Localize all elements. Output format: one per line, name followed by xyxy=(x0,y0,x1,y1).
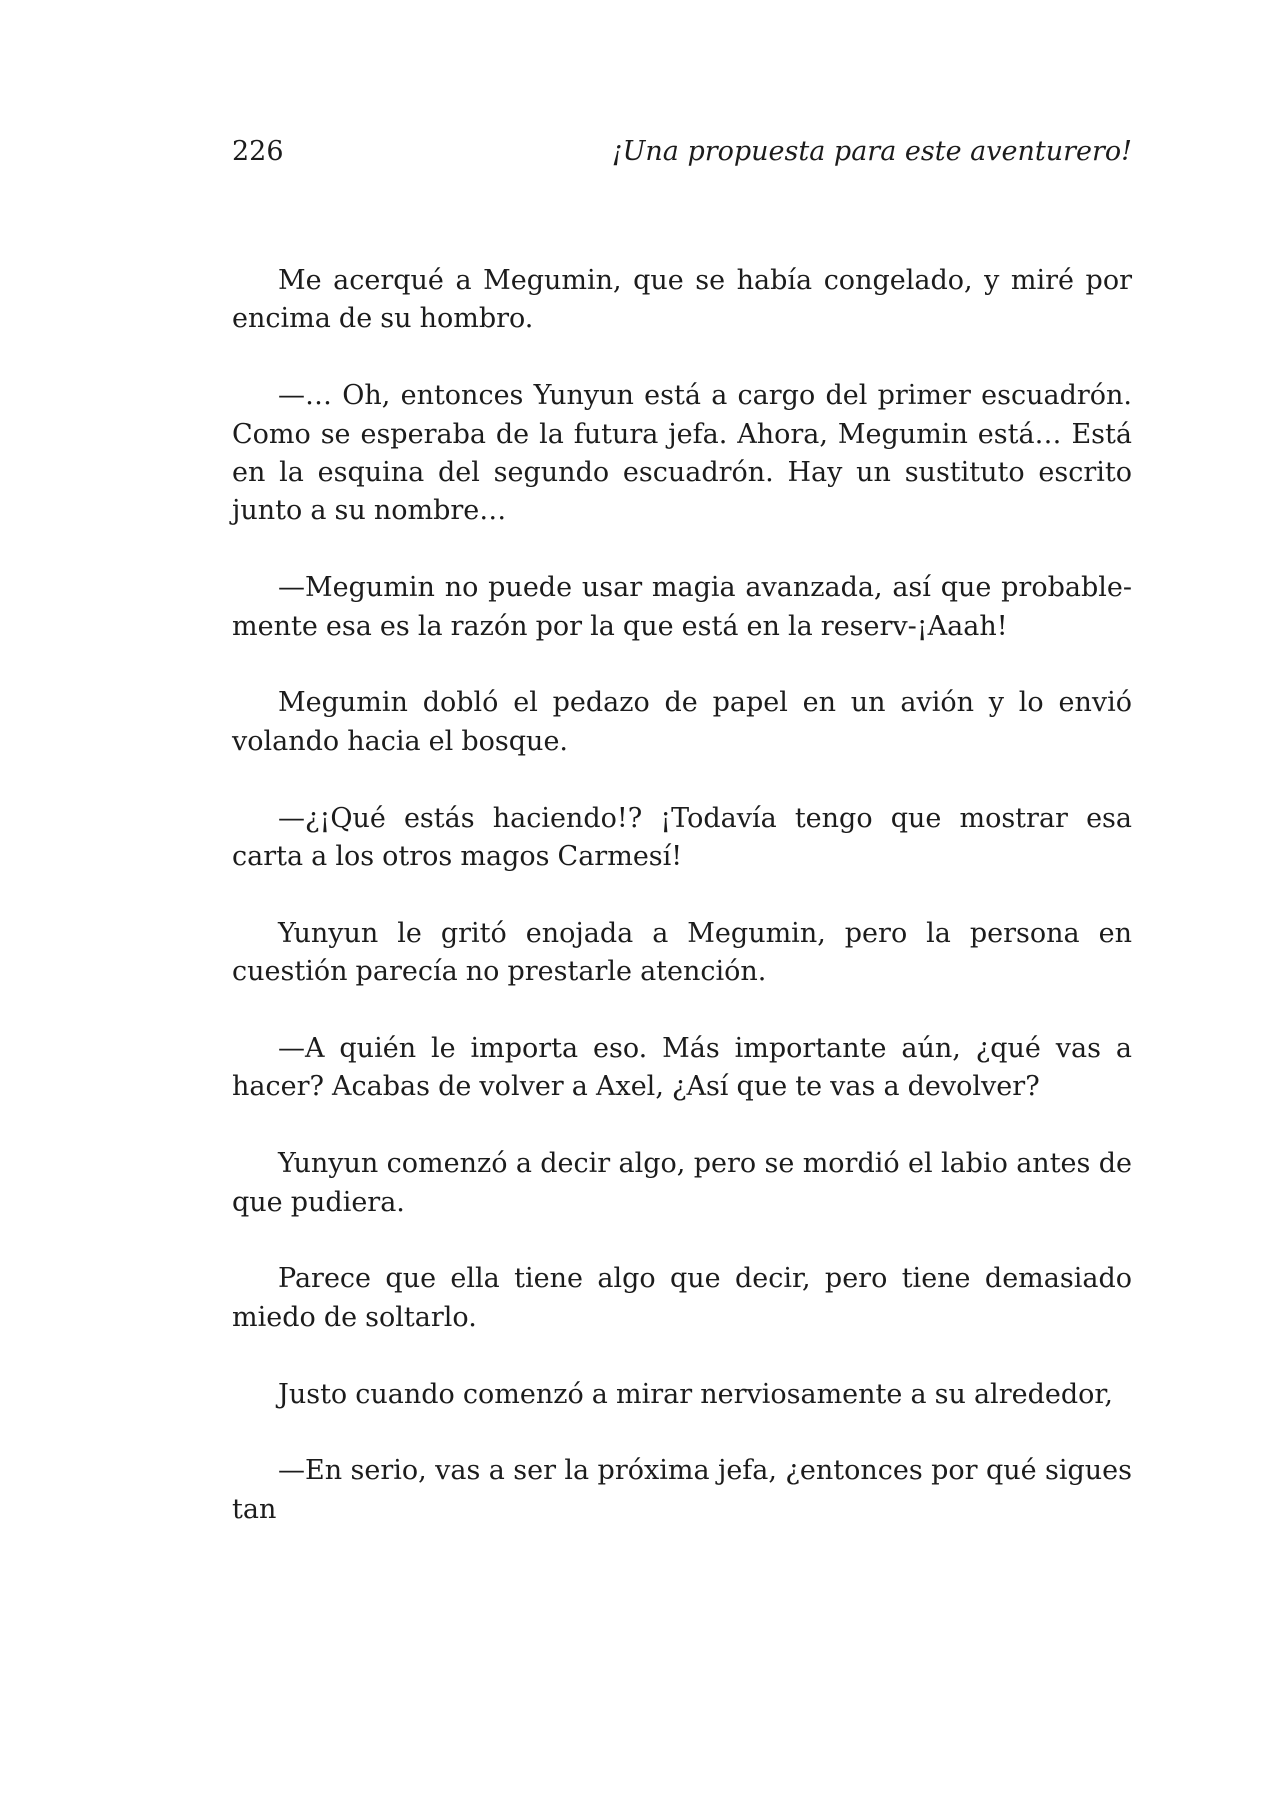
paragraph: Justo cuando comenzó a mirar nerviosamente a su alrededor, xyxy=(278,1378,1113,1410)
paragraph: —En serio, vas a ser la próxima jefa, ¿entonces por qué sigues tan xyxy=(232,1455,1132,1525)
paragraph: —A quién le importa eso. Más importante aún, ¿qué vas a hacer? Acabas de volver a Axel, ¿Así que te vas a devolver? xyxy=(232,1033,1132,1103)
paragraph: —… Oh, entonces Yunyun está a cargo del primer escuadrón. Como se esperaba de la futura jefa. Ahora, Megumin está… Está en la esquina del segundo escuadrón. Hay un sustituto escrito junto a su nombre… xyxy=(232,380,1132,527)
page-number: 226 xyxy=(232,136,284,167)
body-text xyxy=(232,262,1132,1529)
paragraph: Me acerqué a Megumin, que se había congelado, y miré por encima de su hombro. xyxy=(232,265,1132,335)
paragraph: Megumin dobló el pedazo de papel en un avión y lo envió volando hacia el bosque. xyxy=(232,687,1132,757)
paragraph: Yunyun comenzó a decir algo, pero se mordió el labio antes de que pudiera. xyxy=(232,1148,1132,1218)
paragraph: —¿¡Qué estás haciendo!? ¡Todavía tengo que mostrar esa carta a los otros magos Carmesí! xyxy=(232,802,1132,873)
chapter-title: ¡Una propuesta para este aventurero! xyxy=(611,136,1132,167)
paragraph: Parece que ella tiene algo que decir, pero tiene demasiado miedo de soltarlo. xyxy=(232,1263,1132,1333)
running-header xyxy=(232,132,1132,172)
paragraph: Yunyun le gritó enojada a Megumin, pero la persona en cuestión parecía no prestarle atención. xyxy=(232,917,1132,988)
paragraph: —Megumin no puede usar magia avanzada, así que probablemente esa es la razón por la que está en la reserv-¡Aaah! xyxy=(232,572,1132,642)
